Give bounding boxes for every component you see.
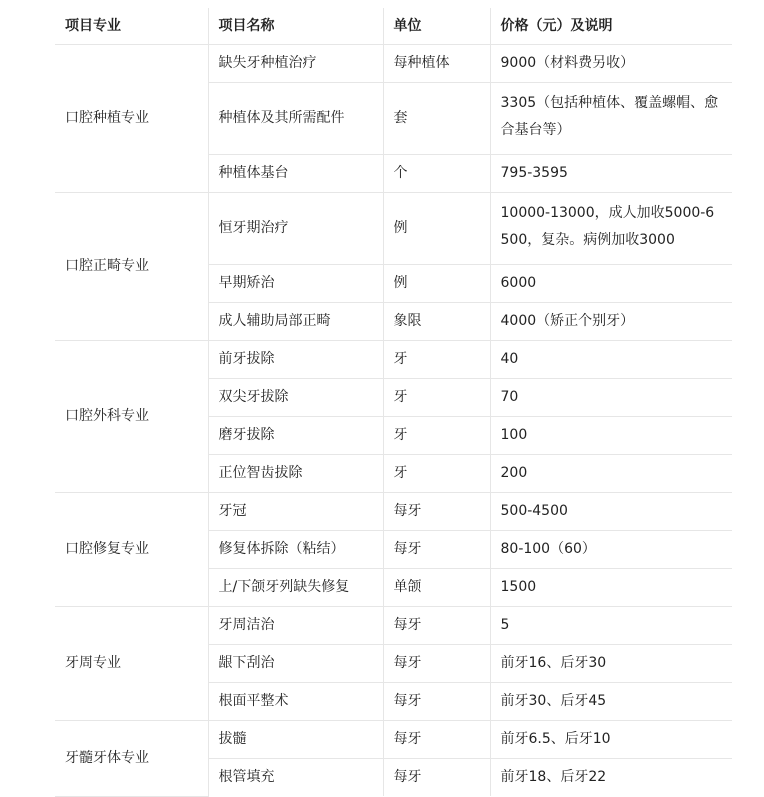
item-price: 1500 xyxy=(490,569,732,607)
item-price: 70 xyxy=(490,379,732,417)
item-unit: 每牙 xyxy=(383,721,490,759)
item-unit: 每种植体 xyxy=(383,45,490,83)
item-name: 上/下颌牙列缺失修复 xyxy=(208,569,383,607)
item-name: 正位智齿拔除 xyxy=(208,455,383,493)
item-price: 前牙18、后牙22 xyxy=(490,759,732,797)
item-name: 成人辅助局部正畸 xyxy=(208,303,383,341)
price-table xyxy=(55,8,732,797)
item-name: 根管填充 xyxy=(208,759,383,797)
item-name: 双尖牙拔除 xyxy=(208,379,383,417)
item-name: 牙周洁治 xyxy=(208,607,383,645)
item-price: 10000-13000，成人加收5000-6500，复杂。病例加收3000 xyxy=(490,193,732,265)
item-price: 前牙30、后牙45 xyxy=(490,683,732,721)
table-row xyxy=(55,341,732,379)
item-unit: 牙 xyxy=(383,417,490,455)
table-header-row xyxy=(55,8,732,45)
item-unit: 牙 xyxy=(383,379,490,417)
item-price: 4000（矫正个别牙） xyxy=(490,303,732,341)
item-name: 磨牙拔除 xyxy=(208,417,383,455)
item-price: 6000 xyxy=(490,265,732,303)
item-name: 修复体拆除（粘结） xyxy=(208,531,383,569)
item-name: 种植体及其所需配件 xyxy=(208,83,383,155)
item-name: 龈下刮治 xyxy=(208,645,383,683)
item-price: 100 xyxy=(490,417,732,455)
item-unit: 象限 xyxy=(383,303,490,341)
item-unit: 单颌 xyxy=(383,569,490,607)
group-name-orthodontics: 口腔正畸专业 xyxy=(55,193,208,341)
header-unit: 单位 xyxy=(383,8,490,45)
item-unit: 套 xyxy=(383,83,490,155)
group-name-prosthodontics: 口腔修复专业 xyxy=(55,493,208,607)
item-unit: 每牙 xyxy=(383,683,490,721)
group-name-surgery: 口腔外科专业 xyxy=(55,341,208,493)
item-name: 缺失牙种植治疗 xyxy=(208,45,383,83)
item-name: 前牙拔除 xyxy=(208,341,383,379)
item-price: 3305（包括种植体、覆盖螺帽、愈合基台等） xyxy=(490,83,732,155)
header-specialty: 项目专业 xyxy=(55,8,208,45)
header-item-name: 项目名称 xyxy=(208,8,383,45)
item-unit: 例 xyxy=(383,265,490,303)
item-price: 200 xyxy=(490,455,732,493)
item-name: 恒牙期治疗 xyxy=(208,193,383,265)
header-price: 价格（元）及说明 xyxy=(490,8,732,45)
table-row xyxy=(55,721,732,759)
item-unit: 例 xyxy=(383,193,490,265)
table-row xyxy=(55,45,732,83)
item-unit: 个 xyxy=(383,155,490,193)
item-name: 牙冠 xyxy=(208,493,383,531)
item-price: 前牙6.5、后牙10 xyxy=(490,721,732,759)
item-price: 9000（材料费另收） xyxy=(490,45,732,83)
price-table-container xyxy=(55,8,732,797)
item-name: 拔髓 xyxy=(208,721,383,759)
item-unit: 牙 xyxy=(383,341,490,379)
item-name: 根面平整术 xyxy=(208,683,383,721)
item-unit: 每牙 xyxy=(383,531,490,569)
item-price: 40 xyxy=(490,341,732,379)
group-name-implant: 口腔种植专业 xyxy=(55,45,208,193)
item-unit: 每牙 xyxy=(383,493,490,531)
item-price: 前牙16、后牙30 xyxy=(490,645,732,683)
group-name-periodontics: 牙周专业 xyxy=(55,607,208,721)
item-price: 5 xyxy=(490,607,732,645)
group-name-endodontics: 牙髓牙体专业 xyxy=(55,721,208,797)
item-unit: 每牙 xyxy=(383,759,490,797)
item-unit: 牙 xyxy=(383,455,490,493)
table-row xyxy=(55,193,732,265)
item-unit: 每牙 xyxy=(383,645,490,683)
item-price: 500-4500 xyxy=(490,493,732,531)
item-name: 早期矫治 xyxy=(208,265,383,303)
table-row xyxy=(55,607,732,645)
item-price: 80-100（60） xyxy=(490,531,732,569)
item-unit: 每牙 xyxy=(383,607,490,645)
item-price: 795-3595 xyxy=(490,155,732,193)
table-row xyxy=(55,493,732,531)
item-name: 种植体基台 xyxy=(208,155,383,193)
